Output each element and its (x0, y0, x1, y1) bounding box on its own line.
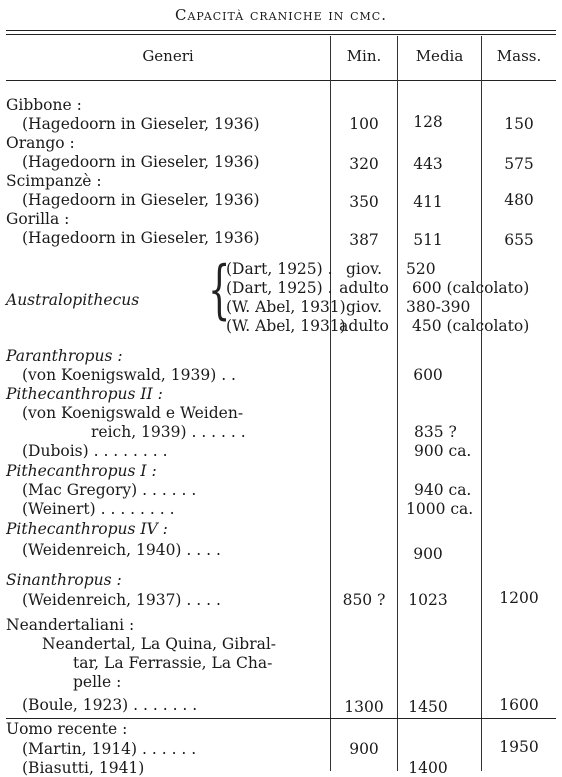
uomo-source-1: (Martin, 1914) . . . . . . (22, 740, 197, 758)
row-source-orango: (Hagedoorn in Gieseler, 1936) (22, 153, 260, 171)
row-mass-uomo: 1950 (499, 738, 539, 756)
col-divider-1 (330, 36, 331, 771)
row-media-pith4: 900 (413, 545, 443, 563)
row-mass-scimpanze: 480 (504, 191, 534, 209)
austr-source-4: (W. Abel, 1931) (226, 317, 346, 335)
row-label-gorilla: Gorilla : (6, 210, 70, 228)
austr-min-3: giov. (345, 298, 383, 316)
row-label-australopithecus: Australopithecus (6, 291, 140, 309)
header-min: Min. (346, 47, 382, 65)
row-media-scimpanze: 411 (413, 193, 443, 211)
row-media-gorilla: 511 (413, 231, 443, 249)
row-mass-neandertaliani: 1600 (499, 696, 539, 714)
row-source-scimpanze: (Hagedoorn in Gieseler, 1936) (22, 191, 260, 209)
pith1-media-2: 1000 ca. (406, 500, 474, 518)
row-min-uomo: 900 (349, 740, 379, 758)
row-media-gibbone: 128 (413, 113, 443, 131)
row-min-orango: 320 (349, 155, 379, 173)
brace-symbol: { (208, 253, 231, 327)
row-source-paranthropus: (von Koenigswald, 1939) . . (22, 366, 236, 384)
pith2-source-3: (Dubois) . . . . . . . . (22, 442, 168, 460)
pith2-media-1: 835 ? (414, 423, 457, 441)
header-generi: Generi (142, 47, 194, 65)
pith2-source-1: (von Koenigswald e Weiden- (22, 404, 244, 422)
row-min-neandertaliani: 1300 (344, 698, 384, 716)
row-mass-sinanthropus: 1200 (499, 589, 539, 607)
uomo-source-2: (Biasutti, 1941) (22, 759, 145, 777)
row-min-gibbone: 100 (349, 115, 379, 133)
row-source-gibbone: (Hagedoorn in Gieseler, 1936) (22, 115, 260, 133)
row-mass-gibbone: 150 (504, 115, 534, 133)
col-divider-3 (481, 36, 482, 771)
austr-media-3: 380-390 (406, 298, 471, 316)
pith1-source-2: (Weinert) . . . . . . . . (22, 500, 175, 518)
austr-source-1: (Dart, 1925) . (226, 260, 333, 278)
row-label-scimpanze: Scimpanzè : (6, 172, 102, 190)
row-source-pith4: (Weidenreich, 1940) . . . . (22, 541, 221, 559)
row-mass-gorilla: 655 (504, 231, 534, 249)
austr-media-2: 600 (calcolato) (412, 279, 530, 297)
row-media-sinanthropus: 1023 (408, 591, 448, 609)
neand-desc-2: tar, La Ferrassie, La Cha- (73, 654, 273, 672)
pith2-media-2: 900 ca. (414, 442, 472, 460)
austr-min-2: adulto (339, 279, 389, 297)
row-label-pith4: Pithecanthropus IV : (6, 520, 168, 538)
row-source-gorilla: (Hagedoorn in Gieseler, 1936) (22, 229, 260, 247)
header-media: Media (415, 47, 464, 65)
header-rule (6, 80, 556, 81)
row-media-orango: 443 (413, 155, 443, 173)
neand-desc-3: pelle : (73, 673, 122, 691)
row-label-pith2: Pithecanthropus II : (6, 385, 163, 403)
pith2-source-2: reich, 1939) . . . . . . (91, 423, 246, 441)
row-label-uomo: Uomo recente : (6, 720, 128, 738)
row-media-paranthropus: 600 (413, 366, 443, 384)
row-mass-orango: 575 (504, 155, 534, 173)
row-media-neandertaliani: 1450 (408, 698, 448, 716)
row-label-orango: Orango : (6, 134, 75, 152)
austr-min-4: adulto (339, 317, 389, 335)
austr-media-1: 520 (406, 260, 436, 278)
row-label-pith1: Pithecanthropus I : (6, 462, 157, 480)
top-rule (6, 30, 556, 31)
row-label-paranthropus: Paranthropus : (6, 347, 123, 365)
row-source-neandertaliani: (Boule, 1923) . . . . . . . (22, 696, 198, 714)
austr-source-2: (Dart, 1925) . (226, 279, 333, 297)
pith1-media-1: 940 ca. (414, 481, 472, 499)
neand-desc-1: Neandertal, La Quina, Gibral- (42, 635, 277, 653)
uomo-media-2: 1400 (408, 759, 448, 777)
header-mass: Mass. (496, 47, 542, 65)
row-label-gibbone: Gibbone : (6, 96, 82, 114)
row-label-neandertaliani: Neandertaliani : (6, 616, 135, 634)
austr-min-1: giov. (345, 260, 383, 278)
row-min-scimpanze: 350 (349, 193, 379, 211)
austr-source-3: (W. Abel, 1931) (226, 298, 346, 316)
austr-media-4: 450 (calcolato) (412, 317, 530, 335)
col-divider-2 (397, 36, 398, 771)
pith1-source-1: (Mac Gregory) . . . . . . (22, 481, 197, 499)
row-min-sinanthropus: 850 ? (342, 591, 386, 609)
table-title: Capacità craniche in cmc. (175, 6, 387, 24)
row-rule-uomo (6, 718, 556, 719)
row-source-sinanthropus: (Weidenreich, 1937) . . . . (22, 591, 221, 609)
top-rule-2 (6, 34, 556, 35)
row-label-sinanthropus: Sinanthropus : (6, 571, 122, 589)
row-min-gorilla: 387 (349, 231, 379, 249)
